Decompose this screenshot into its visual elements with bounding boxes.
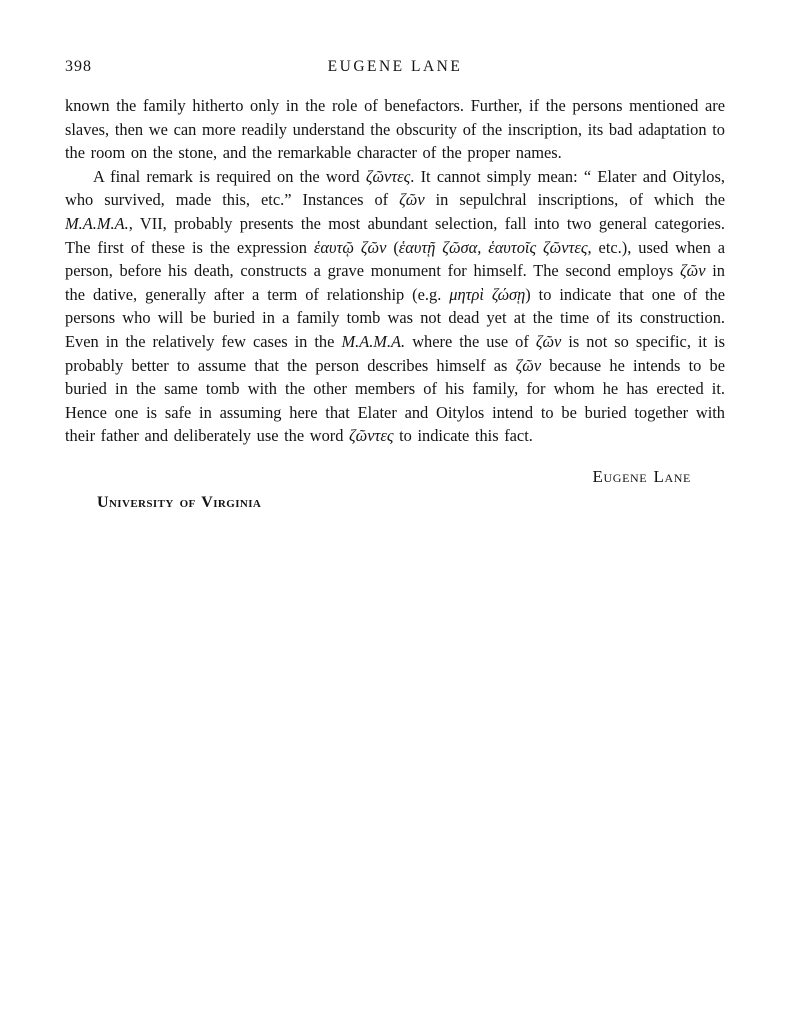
running-head: EUGENE LANE	[327, 58, 463, 75]
paragraph: known the family hitherto only in the role of benefactors. Further, if the persons mentioned are slaves, then we can more readily understand the obscurity of the inscription, its bad adaptation to the room on the stone, and the remarkable character of the proper names.	[65, 96, 725, 163]
page-number: 398	[65, 58, 92, 75]
page-header	[65, 58, 725, 80]
author-affiliation: University of Virginia	[97, 493, 262, 511]
paragraph: A final remark is required on the word ζῶντες. It cannot simply mean: “ Elater and Oitylos, who survived, made this, etc.” Instances of ζῶν in sepulchral inscriptions, of which the M.A.M.A., VII, probably presents the most abundant selection, fall into two general categories. The first of these is the expression ἑαυτῷ ζῶν (ἑαυτῇ ζῶσα, ἑαυτοῖς ζῶντες, etc.), used when a person, before his death, constructs a grave monument for himself. The second employs ζῶν in the dative, generally after a term of relationship (e.g. μητρὶ ζώσῃ) to indicate that one of the persons who will be buried in a family tomb was not dead yet at the time of its construction. Even in the relatively few cases in the M.A.M.A. where the use of ζῶν is not so specific, it is probably better to assume that the person describes himself as ζῶν because he intends to be buried in the same tomb with the other members of his family, for whom he has erected it. Hence one is safe in assuming here that Elater and Oitylos intend to be buried together with their father and deliberately use the word ζῶντες to indicate this fact.	[65, 166, 726, 446]
body-text	[65, 94, 725, 514]
author-signature: Eugene Lane	[592, 466, 691, 486]
